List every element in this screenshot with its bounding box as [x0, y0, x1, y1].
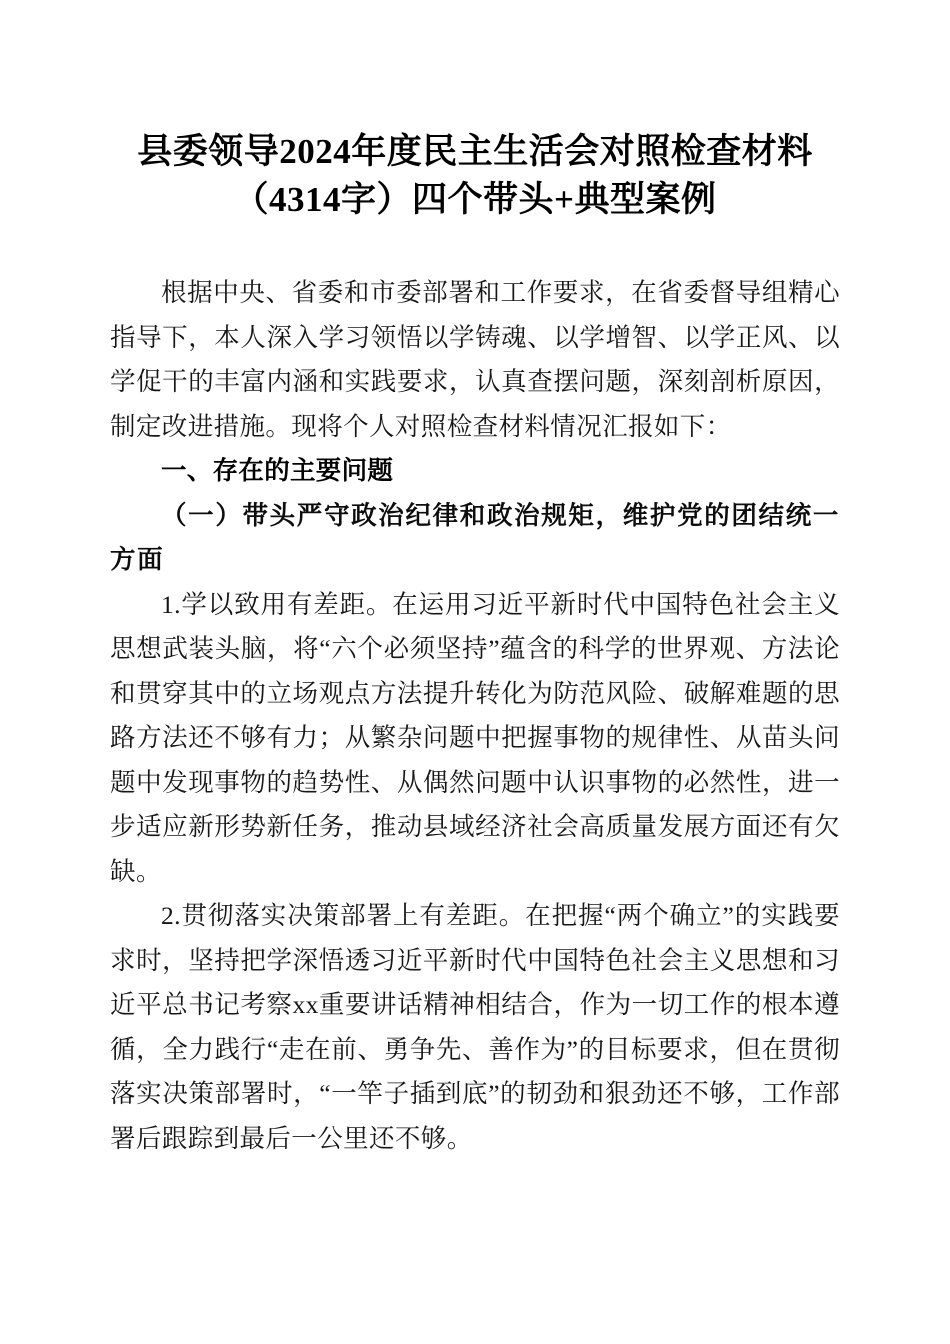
intro-paragraph: 根据中央、省委和市委部署和工作要求，在省委督导组精心指导下，本人深入学习领悟以学铸魂、以学增智、以学正风、以学促干的丰富内涵和实践要求，认真查摆问题，深刻剖析原因，制定改进措施。现将个人对照检查材料情况汇报如下：: [110, 278, 840, 441]
page-bottom-whitespace: [110, 1161, 840, 1162]
item-2-paragraph: 2.贯彻落实决策部署上有差距。在把握“两个确立”的实践要求时，坚持把学深悟透习近平新时代中国特色社会主义思想和习近平总书记考察xx重要讲话精神相结合，作为一切工作的根本遵循，全力践行“走在前、勇争先、善作为”的目标要求，但在贯彻落实决策部署时，“一竿子插到底”的韧劲和狠劲还不够，工作部署后跟踪到最后一公里还不够。: [110, 901, 840, 1153]
page-title-line-1: 县委领导2024年度民主生活会对照检查材料: [137, 132, 813, 171]
document-content-area: [110, 0, 840, 1162]
page-title-line-2: （4314字）四个带头+典型案例: [233, 180, 717, 219]
item-1-paragraph: 1.学以致用有差距。在运用习近平新时代中国特色社会主义思想武装头脑，将“六个必须坚持”蕴含的科学的世界观、方法论和贯穿其中的立场观点方法提升转化为防范风险、破解难题的思路方法还不够有力；从繁杂问题中把握事物的规律性、从苗头问题中发现事物的趋势性、从偶然问题中认识事物的必然性，进一步适应新形势新任务，推动县域经济社会高质量发展方面还有欠缺。: [110, 589, 840, 886]
page-title: [110, 0, 840, 224]
subsection-heading-one: （一）带头严守政治纪律和政治规矩，维护党的团结统一方面: [110, 500, 840, 574]
section-heading-one: 一、存在的主要问题: [161, 457, 394, 485]
